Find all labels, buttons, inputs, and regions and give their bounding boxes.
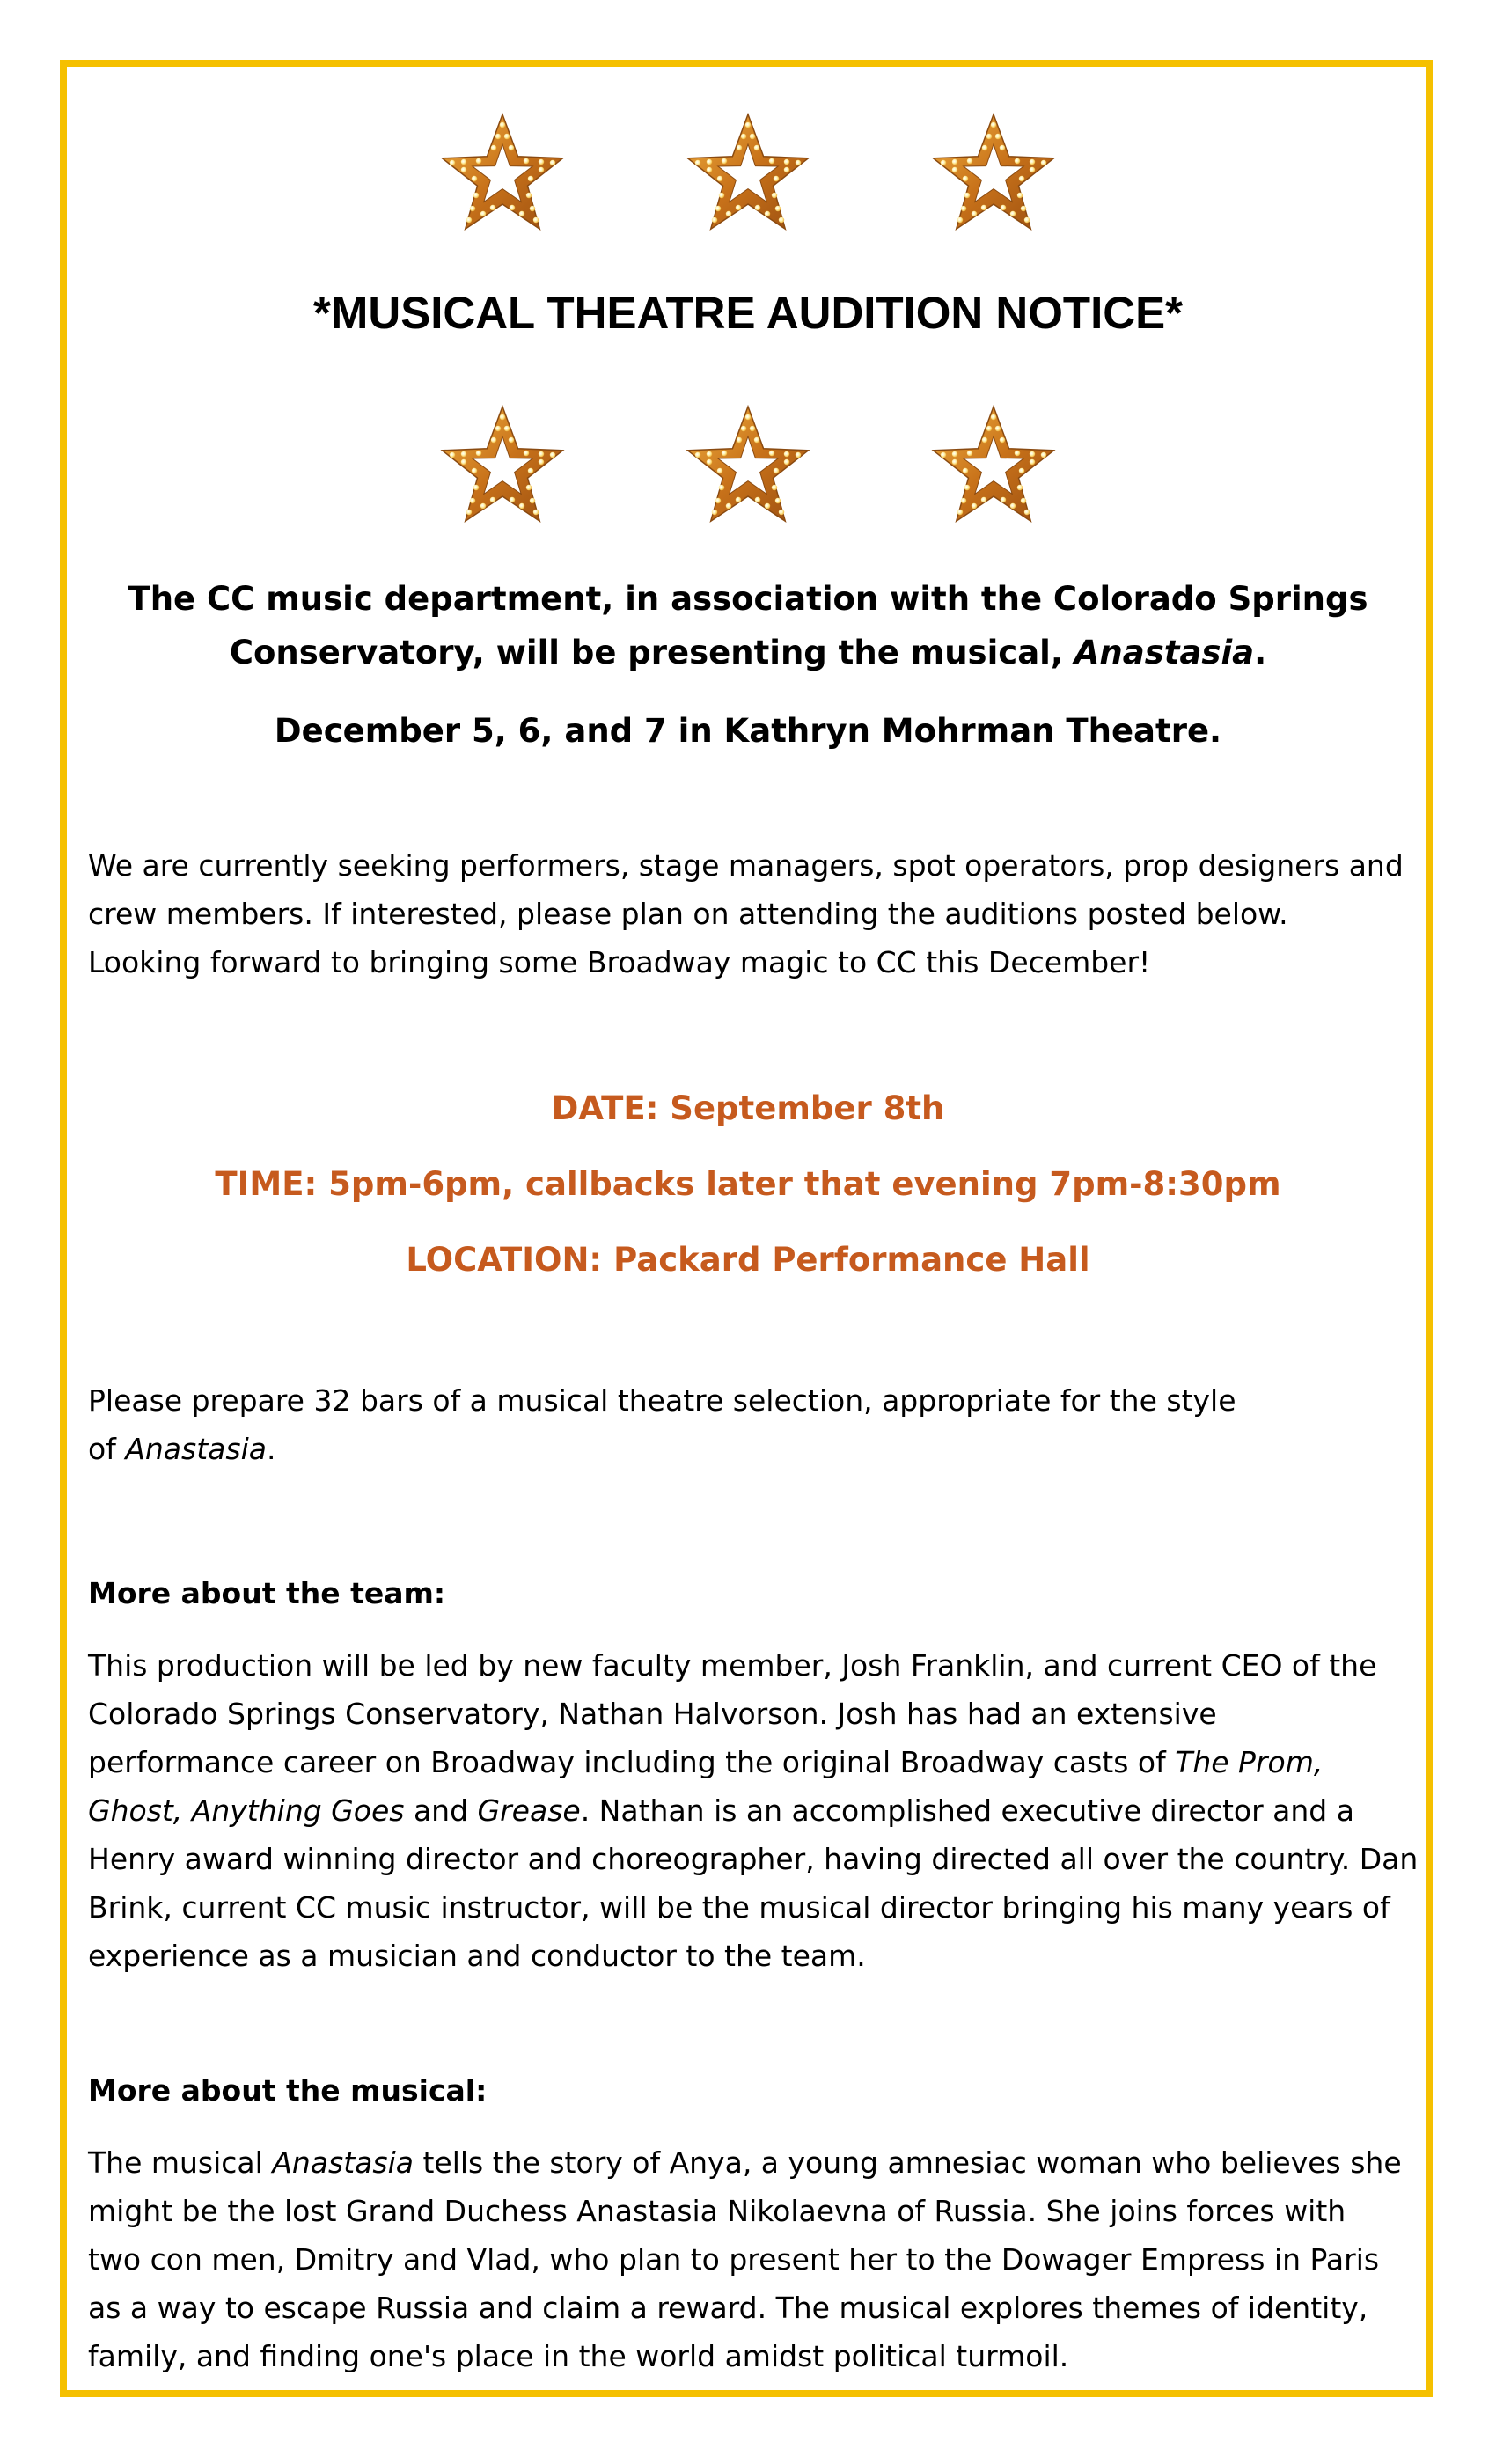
audition-date: DATE: September 8th bbox=[551, 1089, 945, 1127]
team-heading: More about the team: bbox=[88, 1576, 446, 1610]
show-credit: Grease bbox=[477, 1793, 581, 1828]
musical-line: tells the story of Anya, a young amnesiac woman who believes she bbox=[413, 2145, 1402, 2180]
marquee-star-icon bbox=[436, 111, 569, 234]
show-title: Anastasia bbox=[1074, 634, 1255, 671]
performance-dates: December 5, 6, and 7 in Kathryn Mohrman Theatre. bbox=[274, 712, 1222, 750]
intro-announcement bbox=[123, 572, 1373, 679]
team-line: Brink, current CC music instructor, will be the musical director bringing his many years of bbox=[88, 1890, 1390, 1925]
intro-line-1: The CC music department, in association with the Colorado Springs bbox=[128, 580, 1368, 618]
show-credit: Ghost, Anything Goes bbox=[88, 1793, 405, 1828]
show-credit: The Prom, bbox=[1175, 1745, 1324, 1779]
marquee-star-icon bbox=[681, 111, 815, 234]
prepare-line: of bbox=[88, 1432, 126, 1466]
musical-line: might be the lost Grand Duchess Anastasia Nikolaevna of Russia. She joins forces with bbox=[88, 2194, 1346, 2228]
musical-paragraph bbox=[88, 2138, 1426, 2380]
team-line: Colorado Springs Conservatory, Nathan Halvorson. Josh has had an extensive bbox=[88, 1697, 1217, 1731]
team-paragraph bbox=[88, 1641, 1426, 1980]
prepare-period: . bbox=[266, 1432, 276, 1466]
team-line: experience as a musician and conductor to the team. bbox=[88, 1939, 866, 1973]
show-title: Anastasia bbox=[272, 2145, 414, 2180]
audition-location: LOCATION: Packard Performance Hall bbox=[406, 1241, 1090, 1279]
seeking-line: Looking forward to bringing some Broadway magic to CC this December! bbox=[88, 945, 1151, 979]
musical-line: The musical bbox=[88, 2145, 273, 2180]
team-line: and bbox=[404, 1793, 478, 1828]
audition-time: TIME: 5pm-6pm, callbacks later that evening 7pm-8:30pm bbox=[215, 1165, 1281, 1203]
bottom-star-row bbox=[0, 403, 1496, 526]
marquee-star-icon bbox=[927, 111, 1060, 234]
prepare-paragraph bbox=[88, 1376, 1426, 1473]
seeking-line: crew members. If interested, please plan on attending the auditions posted below. bbox=[88, 897, 1288, 931]
seeking-line: We are currently seeking performers, stage managers, spot operators, prop designers and bbox=[88, 848, 1404, 883]
team-line: This production will be led by new faculty member, Josh Franklin, and current CEO of the bbox=[88, 1648, 1377, 1683]
intro-line-2: Conservatory, will be presenting the musical, bbox=[229, 634, 1074, 671]
musical-heading: More about the musical: bbox=[88, 2073, 488, 2108]
prepare-line: Please prepare 32 bars of a musical theatre selection, appropriate for the style bbox=[88, 1383, 1236, 1418]
marquee-star-icon bbox=[681, 403, 815, 526]
intro-period: . bbox=[1254, 634, 1267, 671]
marquee-star-icon bbox=[436, 403, 569, 526]
seeking-paragraph bbox=[88, 841, 1426, 986]
musical-line: as a way to escape Russia and claim a reward. The musical explores themes of identity, bbox=[88, 2291, 1368, 2325]
team-line: performance career on Broadway including the original Broadway casts of bbox=[88, 1745, 1176, 1779]
show-title: Anastasia bbox=[125, 1432, 267, 1466]
team-line: Henry award winning director and choreographer, having directed all over the country. Dan bbox=[88, 1842, 1419, 1876]
top-star-row bbox=[0, 111, 1496, 234]
musical-line: family, and finding one's place in the world amidst political turmoil. bbox=[88, 2339, 1069, 2373]
marquee-star-icon bbox=[927, 403, 1060, 526]
notice-title: *MUSICAL THEATRE AUDITION NOTICE* bbox=[313, 288, 1183, 338]
team-line: . Nathan is an accomplished executive director and a bbox=[580, 1793, 1354, 1828]
musical-line: two con men, Dmitry and Vlad, who plan to present her to the Dowager Empress in Paris bbox=[88, 2242, 1380, 2277]
